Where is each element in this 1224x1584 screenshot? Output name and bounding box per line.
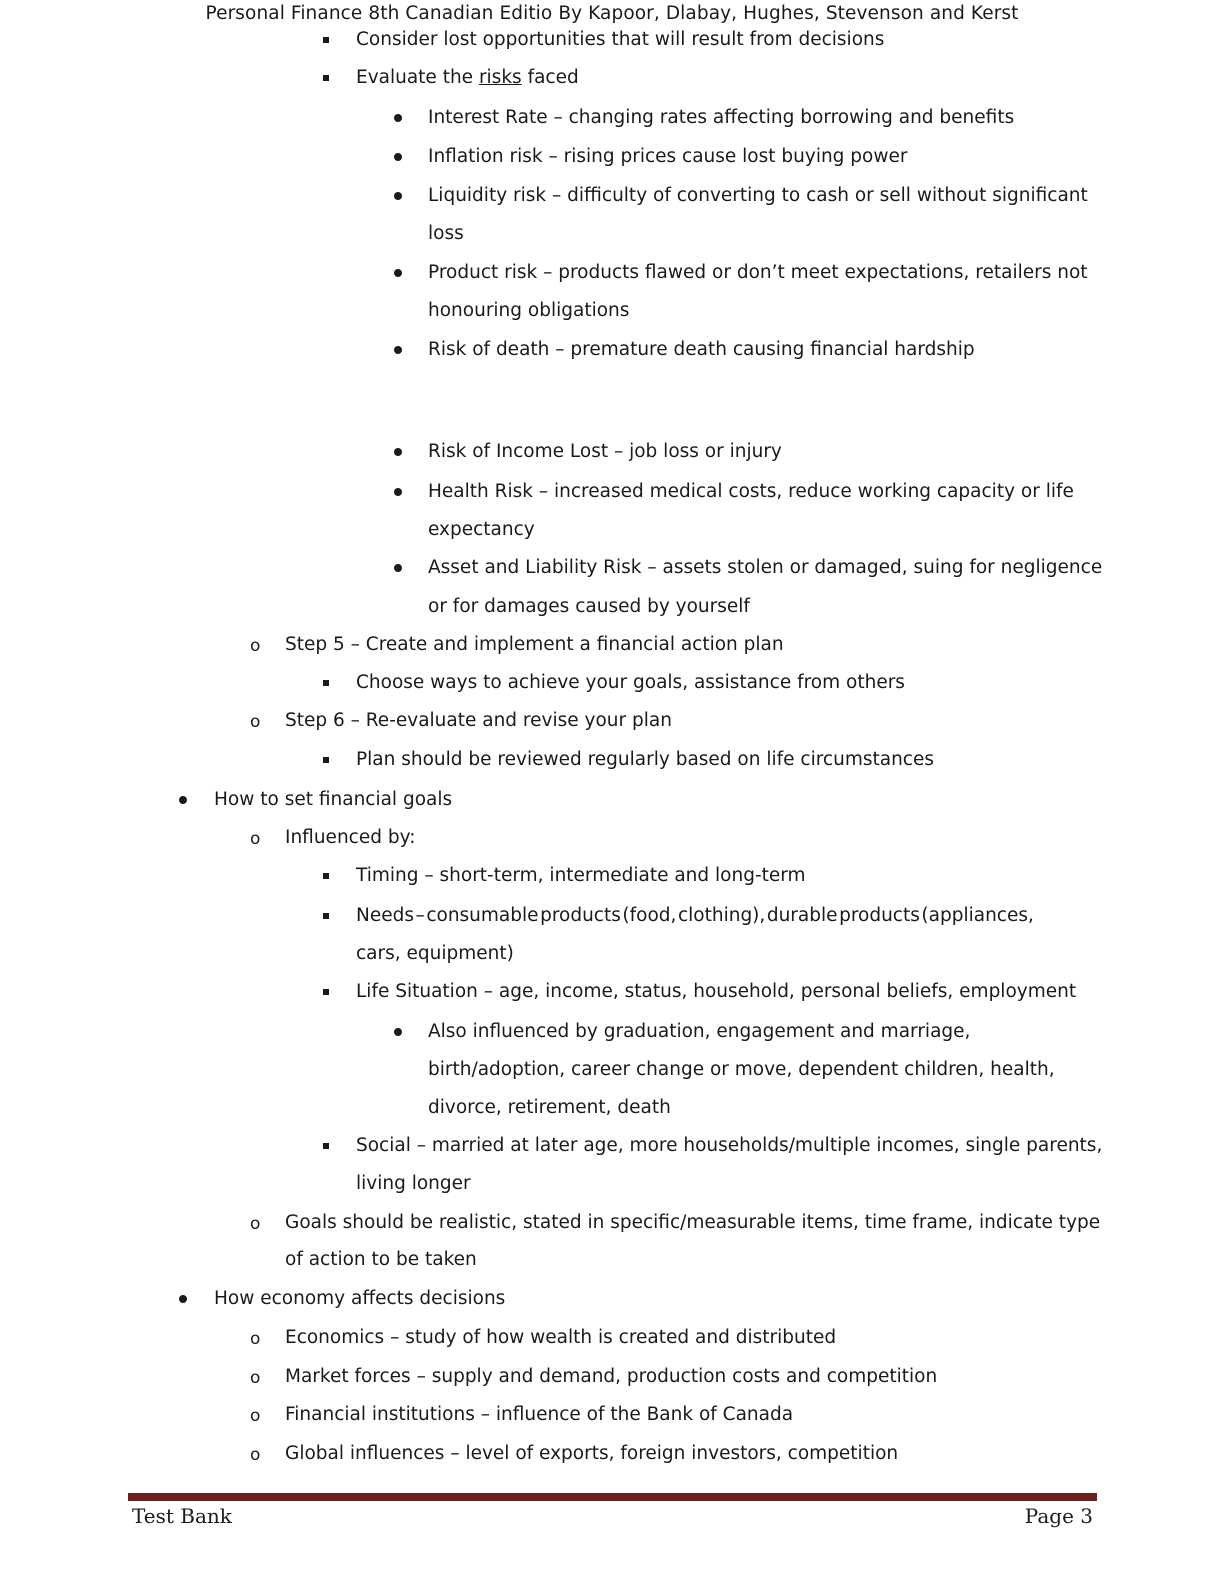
square-bullet-icon [323,37,329,43]
circle-bullet-icon: o [250,712,261,732]
list-item: Social – married at later age, more households/multiple incomes, single parents, [356,1135,1103,1156]
word: – [415,905,425,926]
square-bullet-icon [323,989,329,995]
footer-rule [128,1493,1097,1501]
disc-bullet-icon [394,346,402,354]
square-bullet-icon [323,873,329,879]
word: Needs [356,905,414,926]
list-item: Risk of Income Lost – job loss or injury [428,441,782,462]
page-number: Page 3 [1024,1504,1093,1528]
list-item: Risk of death – premature death causing financial hardship [428,339,975,360]
word: consumable [426,905,539,926]
list-item: Market forces – supply and demand, production costs and competition [285,1366,938,1387]
list-item-continuation: cars, equipment) [356,943,514,964]
square-bullet-icon [323,757,329,763]
list-item-continuation: divorce, retirement, death [428,1097,671,1118]
list-item: Influenced by: [285,827,416,848]
disc-bullet-icon [394,488,402,496]
text-segment: faced [521,67,579,88]
text-segment: Evaluate the [356,67,479,88]
list-item: Goals should be realistic, stated in specific/measurable items, time frame, indicate type [285,1212,1101,1233]
list-item: Step 6 – Re-evaluate and revise your plan [285,710,672,731]
list-item: Plan should be reviewed regularly based on life circumstances [356,749,934,770]
list-item [356,66,579,90]
list-item-continuation: birth/adoption, career change or move, dependent children, health, [428,1059,1055,1080]
square-bullet-icon [323,680,329,686]
running-header: Personal Finance 8th Canadian Editio By Kapoor, Dlabay, Hughes, Stevenson and Kerst [205,3,1019,24]
list-item: Asset and Liability Risk – assets stolen or damaged, suing for negligence [428,557,1103,578]
word: clothing), [677,905,766,926]
footer-label: Test Bank [132,1504,232,1528]
square-bullet-icon [323,913,329,919]
disc-bullet-icon [394,564,402,572]
list-item: Inflation risk – rising prices cause lost buying power [428,146,908,167]
word: (food, [622,905,677,926]
square-bullet-icon [323,75,329,81]
list-item: Health Risk – increased medical costs, reduce working capacity or life [428,481,1074,502]
circle-bullet-icon: o [250,1214,261,1234]
list-item: Step 5 – Create and implement a financial action plan [285,634,784,655]
list-item: Financial institutions – influence of the Bank of Canada [285,1404,794,1425]
list-item-continuation: of action to be taken [285,1249,477,1270]
list-item-continuation: loss [428,223,464,244]
list-item: How economy affects decisions [214,1288,506,1309]
list-item: Also influenced by graduation, engagement and marriage, [428,1021,971,1042]
list-item: Interest Rate – changing rates affecting borrowing and benefits [428,107,1015,128]
circle-bullet-icon: o [250,636,261,656]
circle-bullet-icon: o [250,829,261,849]
disc-bullet-icon [394,114,402,122]
list-item-continuation: living longer [356,1173,471,1194]
list-item: Life Situation – age, income, status, household, personal beliefs, employment [356,981,1077,1002]
circle-bullet-icon: o [250,1445,261,1465]
word: products [540,905,621,926]
word: (appliances, [921,905,1034,926]
list-item: Consider lost opportunities that will result from decisions [356,29,885,50]
disc-bullet-icon [394,153,402,161]
list-item: Economics – study of how wealth is created and distributed [285,1327,837,1348]
disc-bullet-icon [394,269,402,277]
list-item: Choose ways to achieve your goals, assistance from others [356,672,905,693]
square-bullet-icon [323,1143,329,1149]
word: durable [766,905,838,926]
list-item [356,904,1034,928]
circle-bullet-icon: o [250,1368,261,1388]
list-item-continuation: expectancy [428,519,535,540]
circle-bullet-icon: o [250,1329,261,1349]
disc-bullet-icon [394,1028,402,1036]
list-item-continuation: honouring obligations [428,300,630,321]
disc-bullet-icon [394,192,402,200]
disc-bullet-icon [179,1295,187,1303]
risks-link[interactable]: risks [478,67,522,88]
circle-bullet-icon: o [250,1406,261,1426]
list-item: How to set financial goals [214,789,453,810]
list-item: Timing – short-term, intermediate and long-term [356,865,806,886]
list-item-continuation: or for damages caused by yourself [428,596,750,617]
disc-bullet-icon [179,796,187,804]
list-item: Liquidity risk – difficulty of converting to cash or sell without significant [428,185,1088,206]
list-item: Global influences – level of exports, foreign investors, competition [285,1443,899,1464]
word: products [839,905,920,926]
list-item: Product risk – products flawed or don’t meet expectations, retailers not [428,262,1088,283]
disc-bullet-icon [394,448,402,456]
